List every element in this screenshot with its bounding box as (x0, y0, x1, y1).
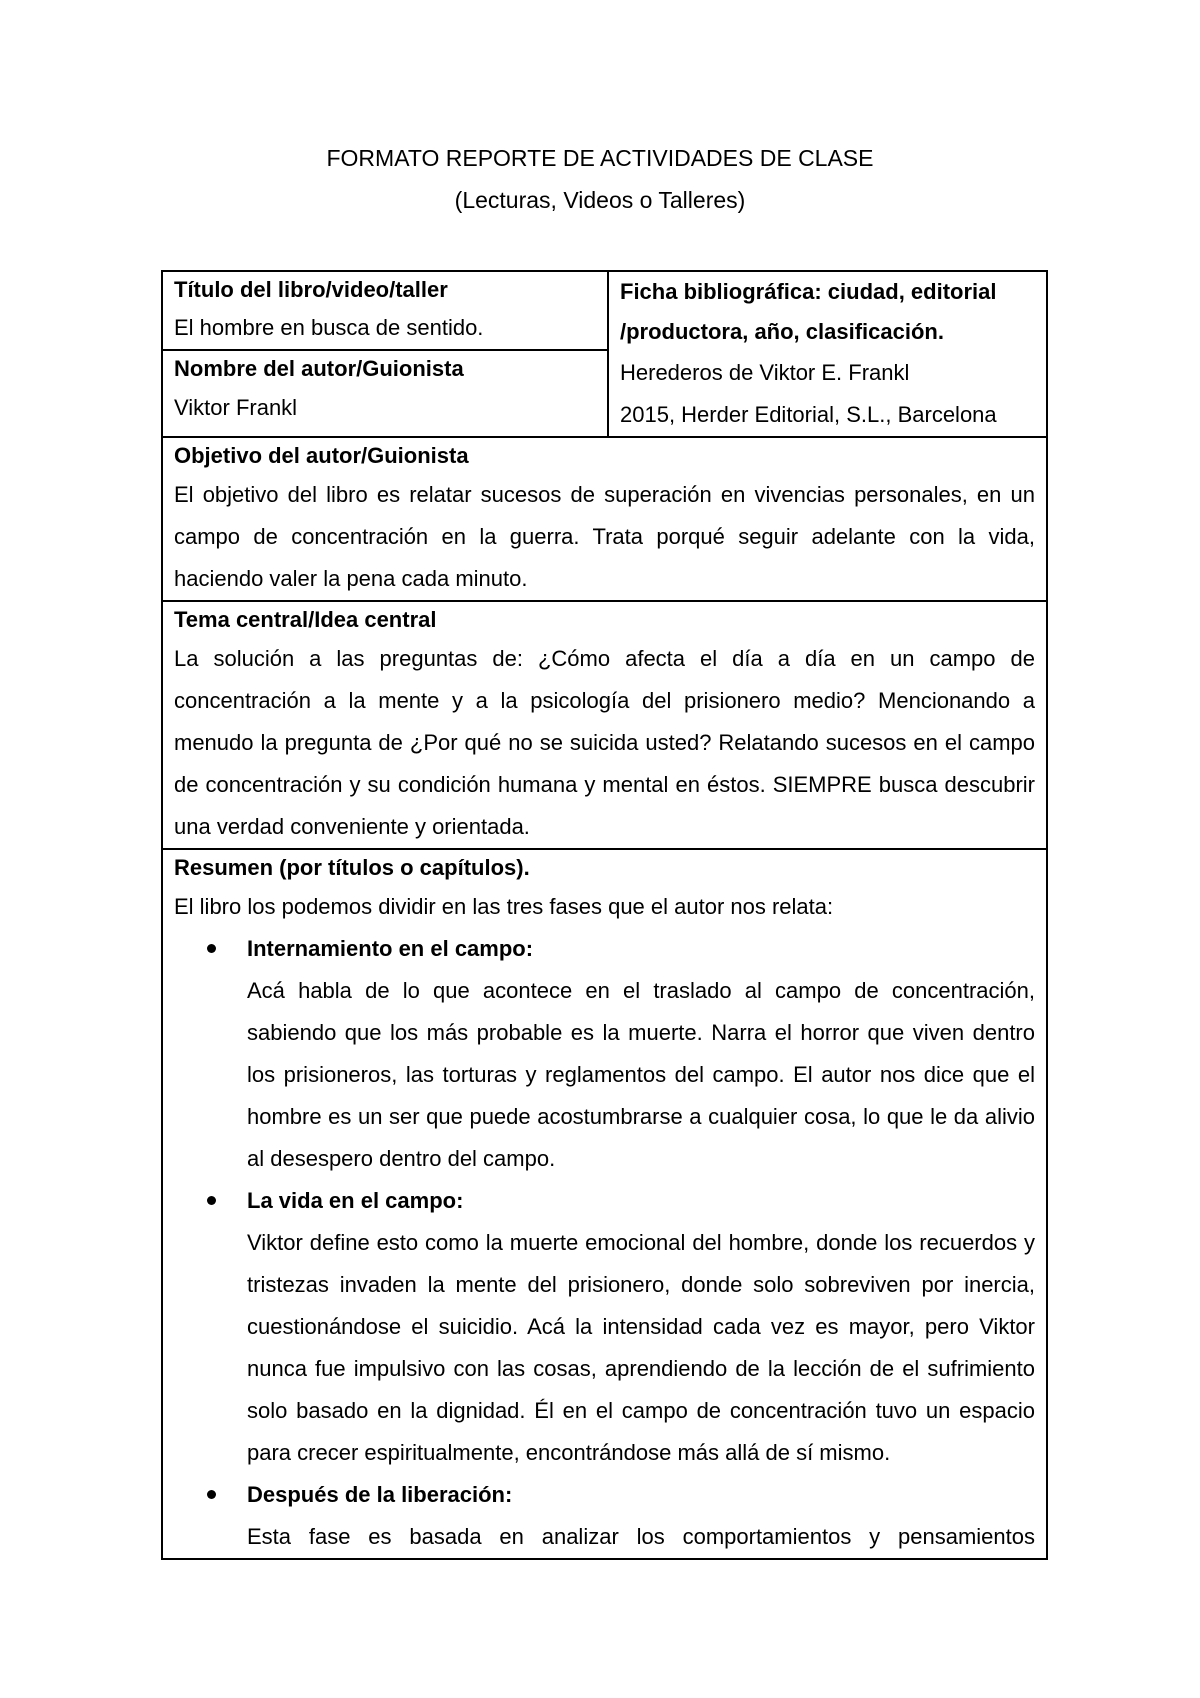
author-value: Viktor Frankl (174, 394, 298, 420)
table-row (162, 437, 1047, 601)
phase-text: Esta fase es basada en analizar los comportamientos y pensamientos (247, 1524, 1035, 1549)
summary-intro: El libro los podemos dividir en las tres fases que el autor nos relata: (174, 894, 834, 919)
theme-label: Tema central/Idea central (174, 607, 437, 632)
phase-text: Viktor define esto como la muerte emocional del hombre, donde los recuerdos y tristezas invaden la mente del prisionero, donde solo sobreviven por inercia, cuestionándose el suicidio. Acá la intensidad cada vez es mayor, pero Viktor nunca fue impulsivo con las cosas, aprendiendo de la lección de el sufrimiento solo basado en la dignidad. Él en el campo de concentración tuvo un espacio para crecer espiritualmente, encontrándose más allá de sí mismo. (247, 1230, 1035, 1465)
objective-value: El objetivo del libro es relatar sucesos de superación en vivencias personales, en un campo de concentración en la guerra. Trata porqué seguir adelante con la vida, haciendo valer la pena cada minuto. (174, 482, 1035, 591)
book-title-value: El hombre en busca de sentido. (174, 315, 484, 340)
author-cell (162, 350, 608, 437)
phase-title: Después de la liberación: (247, 1482, 513, 1507)
report-table (161, 270, 1048, 1560)
theme-value: La solución a las preguntas de: ¿Cómo afecta el día a día en un campo de concentración a la mente y a la psicología del prisionero medio? Mencionando a menudo la pregunta de ¿Por qué no se suicida usted? Relatando sucesos en el campo de concentración y su condición humana y mental en éstos. SIEMPRE busca descubrir una verdad conveniente y orientada. (174, 646, 1035, 839)
phase-title: Internamiento en el campo: (247, 936, 534, 961)
author-label: Nombre del autor/Guionista (174, 355, 464, 381)
list-item (174, 1474, 1035, 1558)
summary-cell (162, 849, 1047, 1559)
table-row (162, 271, 1047, 350)
table-row (162, 849, 1047, 1559)
biblio-label: Ficha bibliográfica: ciudad, editorial /productora, año, clasificación. (620, 279, 997, 344)
phase-text: Acá habla de lo que acontece en el traslado al campo de concentración, sabiendo que los más probable es la muerte. Narra el horror que viven dentro los prisioneros, las torturas y reglamentos del campo. El autor nos dice que el hombre es un ser que puede acostumbrarse a cualquier cosa, lo que le da alivio al desespero dentro del campo. (247, 978, 1035, 1171)
biblio-line-2: 2015, Herder Editorial, S.L., Barcelona (620, 402, 997, 427)
biblio-cell (608, 271, 1047, 437)
bullet-icon (207, 1196, 216, 1205)
bullet-icon (207, 944, 216, 953)
list-item (174, 1180, 1035, 1474)
page-title: FORMATO REPORTE DE ACTIVIDADES DE CLASE (326, 145, 874, 171)
phase-list (174, 928, 1035, 1558)
bullet-icon (207, 1490, 216, 1499)
page-subtitle: (Lecturas, Videos o Talleres) (454, 187, 746, 213)
biblio-line-1: Herederos de Viktor E. Frankl (620, 360, 910, 385)
book-title-label: Título del libro/video/taller (174, 277, 448, 302)
theme-cell (162, 601, 1047, 849)
objective-label: Objetivo del autor/Guionista (174, 443, 469, 468)
table-row (162, 601, 1047, 849)
book-title-cell (162, 271, 608, 350)
phase-title: La vida en el campo: (247, 1188, 464, 1213)
summary-label: Resumen (por títulos o capítulos). (174, 855, 530, 880)
objective-cell (162, 437, 1047, 601)
list-item (174, 928, 1035, 1180)
